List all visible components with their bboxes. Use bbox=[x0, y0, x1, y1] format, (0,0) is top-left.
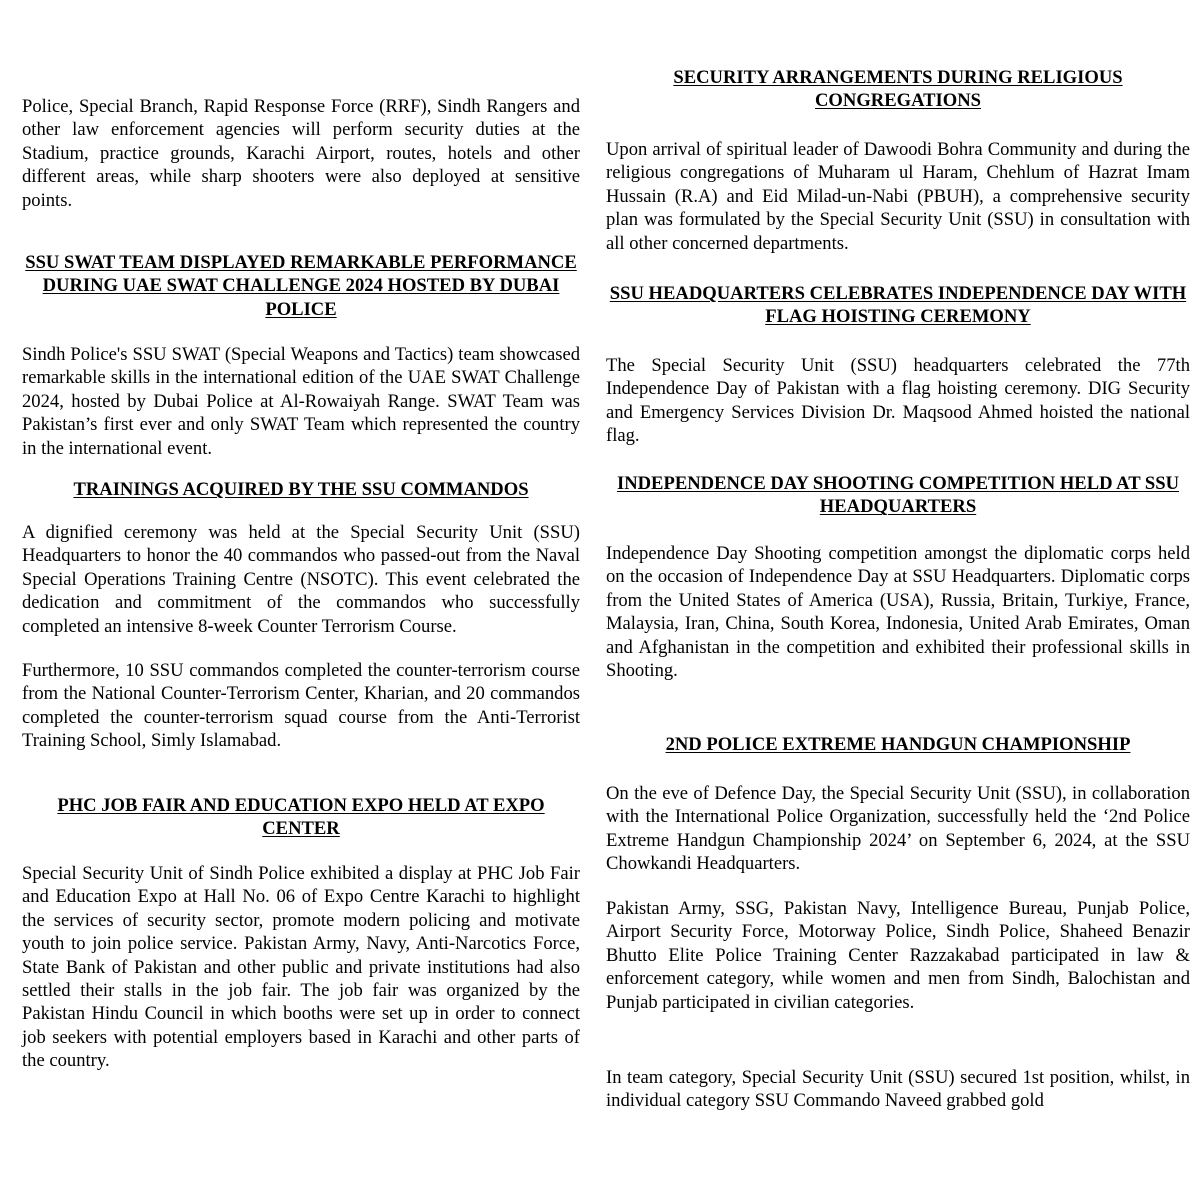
heading-swat-challenge: SSU SWAT TEAM DISPLAYED REMARKABLE PERFORMANCE DURING UAE SWAT CHALLENGE 2024 HOSTED BY DUBAI POLICE bbox=[25, 252, 577, 320]
heading-religious-congregations: SECURITY ARRANGEMENTS DURING RELIGIOUS CONGREGATIONS bbox=[673, 67, 1123, 112]
intro-paragraph: Police, Special Branch, Rapid Response Force (RRF), Sindh Rangers and other law enforcement agencies will perform security duties at the Stadium, practice grounds, Karachi Airport, routes, hotels and other different areas, while sharp shooters were also deployed at sensitive points. bbox=[22, 96, 580, 211]
paragraph-religious-congregations: Upon arrival of spiritual leader of Dawoodi Bohra Community and during the religious congregations of Muharam ul Haram, Chehlum of Hazrat Imam Hussain (R.A) and Eid Milad-un-Nabi (PBUH), a comprehensive security plan was formulated by the Special Security Unit (SSU) in consultation with all other concerned departments. bbox=[606, 139, 1190, 254]
heading-trainings: TRAININGS ACQUIRED BY THE SSU COMMANDOS bbox=[73, 479, 529, 500]
paragraph-shooting-competition: Independence Day Shooting competition amongst the diplomatic corps held on the occasion of Independence Day at SSU Headquarters. Diplomatic corps from the United States of America (USA), Russia, Britain, Turkiye, France, Malaysia, Iran, China, South Korea, Indonesia, United Arab Emirates, Oman and Afghanistan in the competition and exhibited their professional skills in Shooting. bbox=[606, 543, 1190, 682]
paragraph-handgun-3: In team category, Special Security Unit (SSU) secured 1st position, whilst, in individual category SSU Commando Naveed grabbed gold bbox=[606, 1067, 1190, 1112]
heading-handgun-championship: 2ND POLICE EXTREME HANDGUN CHAMPIONSHIP bbox=[665, 734, 1131, 755]
heading-flag-hoisting: SSU HEADQUARTERS CELEBRATES INDEPENDENCE DAY WITH FLAG HOISTING CEREMONY bbox=[609, 283, 1187, 328]
paragraph-trainings-2: Furthermore, 10 SSU commandos completed the counter-terrorism course from the National Counter-Terrorism Center, Kharian, and 20 commandos completed the counter-terrorism squad course from the Anti-Terrorist Training School, Simly Islamabad. bbox=[22, 660, 580, 752]
heading-job-fair: PHC JOB FAIR AND EDUCATION EXPO HELD AT EXPO CENTER bbox=[57, 795, 545, 840]
paragraph-handgun-2: Pakistan Army, SSG, Pakistan Navy, Intelligence Bureau, Punjab Police, Airport Security Force, Motorway Police, Sindh Police, Shaheed Benazir Bhutto Elite Police Training Center Razzakabad participated in law & enforcement category, while women and men from Sindh, Balochistan and Punjab participated in civilian categories. bbox=[606, 898, 1190, 1013]
paragraph-trainings-1: A dignified ceremony was held at the Special Security Unit (SSU) Headquarters to honor the 40 commandos who passed-out from the Naval Special Operations Training Centre (NSOTC). This event celebrated the dedication and commitment of the commandos who successfully completed an intensive 8-week Counter Terrorism Course. bbox=[22, 522, 580, 637]
paragraph-job-fair: Special Security Unit of Sindh Police exhibited a display at PHC Job Fair and Education Expo at Hall No. 06 of Expo Centre Karachi to highlight the services of security sector, promote modern policing and motivate youth to join police service. Pakistan Army, Navy, Anti-Narcotics Force, State Bank of Pakistan and other public and private institutions had also settled their stalls in the job fair. The job fair was organized by the Pakistan Hindu Council in which booths were set up in order to connect job seekers with potential employers based in Karachi and other parts of the country. bbox=[22, 863, 580, 1072]
paragraph-handgun-1: On the eve of Defence Day, the Special Security Unit (SSU), in collaboration with the International Police Organization, successfully held the ‘2nd Police Extreme Handgun Championship 2024’ on September 6, 2024, at the SSU Chowkandi Headquarters. bbox=[606, 783, 1190, 875]
heading-shooting-competition: INDEPENDENCE DAY SHOOTING COMPETITION HELD AT SSU HEADQUARTERS bbox=[616, 473, 1180, 518]
paragraph-swat-challenge: Sindh Police's SSU SWAT (Special Weapons and Tactics) team showcased remarkable skills in the international edition of the UAE SWAT Challenge 2024, hosted by Dubai Police at Al-Rowaiyah Range. SWAT Team was Pakistan’s first ever and only SWAT Team which represented the country in the international event. bbox=[22, 344, 580, 459]
paragraph-flag-hoisting: The Special Security Unit (SSU) headquarters celebrated the 77th Independence Day of Pakistan with a flag hoisting ceremony. DIG Security and Emergency Services Division Dr. Maqsood Ahmed hoisted the national flag. bbox=[606, 355, 1190, 447]
